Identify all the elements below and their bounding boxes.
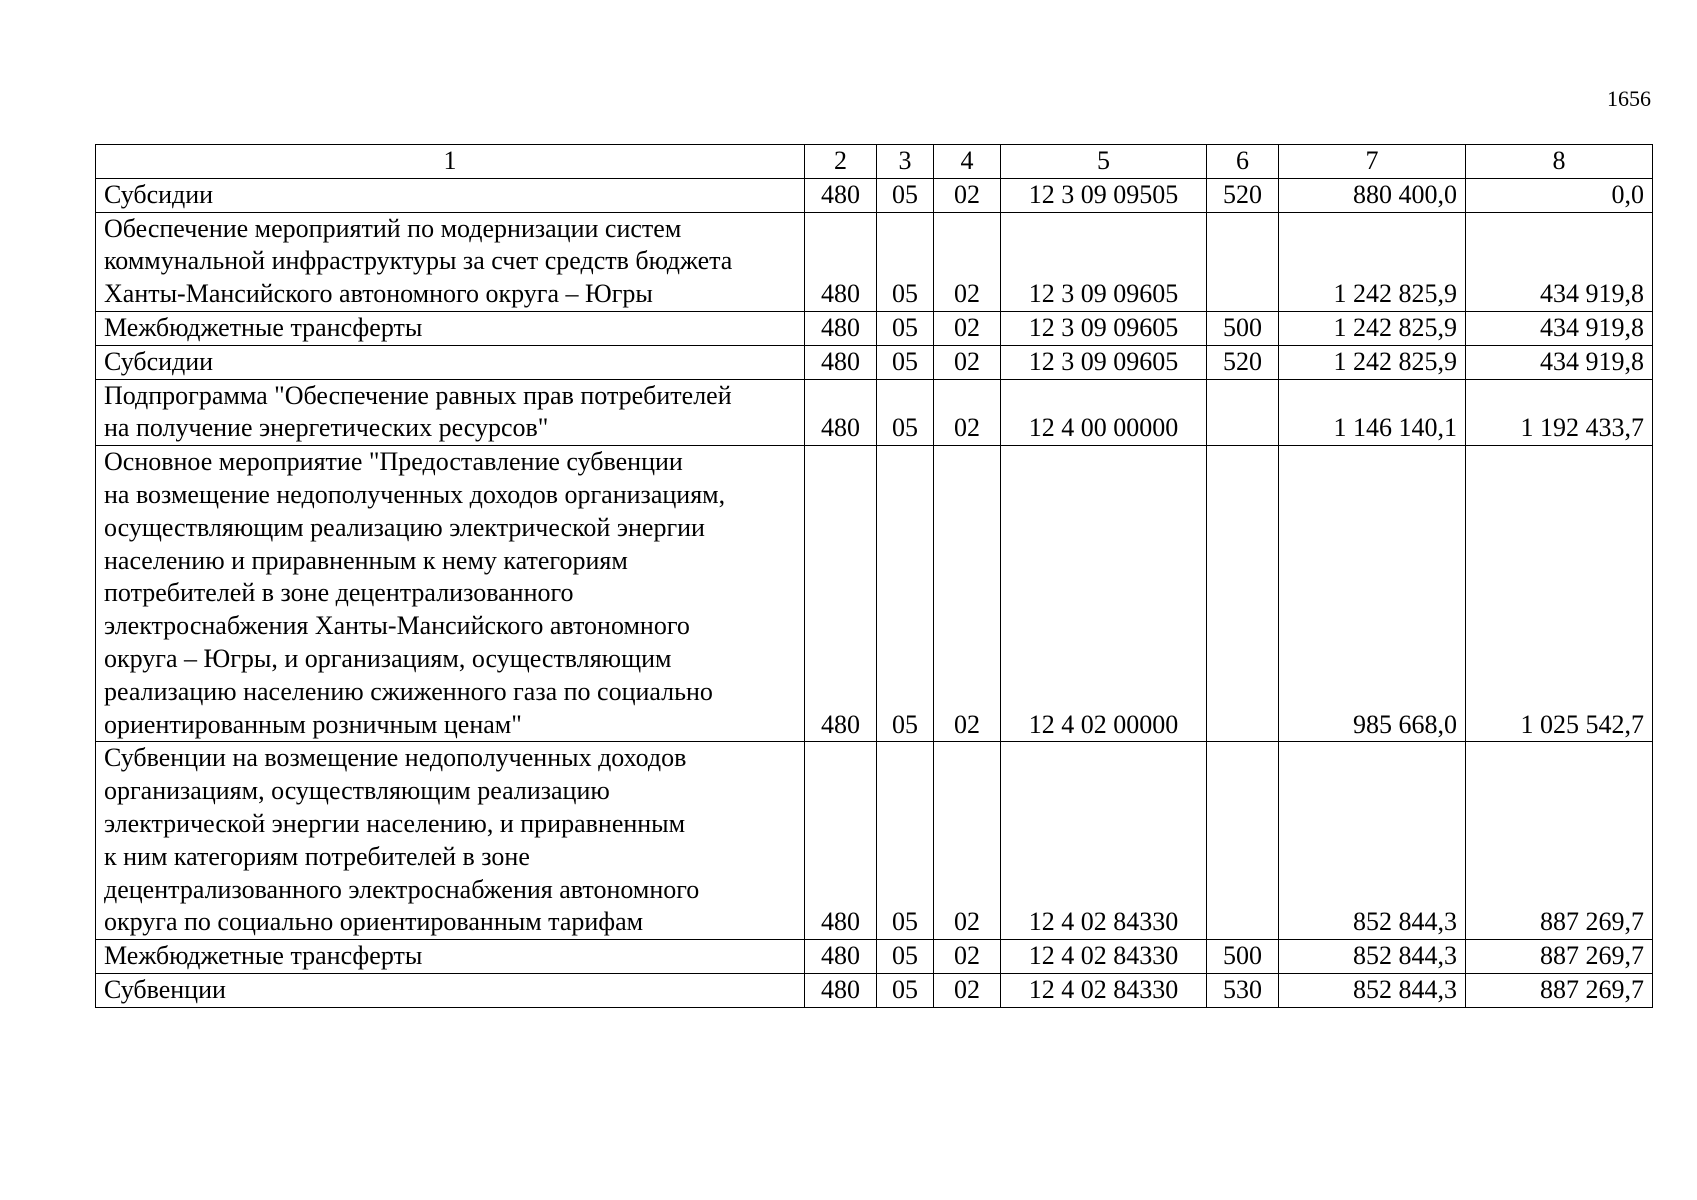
item-name-line: Субсидии: [104, 179, 214, 209]
table-row: [96, 379, 1653, 446]
cell-subsection: 02: [934, 379, 1001, 446]
cell-amount-year-2: 434 919,8: [1466, 212, 1653, 311]
cell-admin-code: 480: [805, 345, 877, 379]
cell-amount-year-1: 1 242 825,9: [1279, 311, 1466, 345]
cell-admin-code: 480: [805, 379, 877, 446]
item-name-line: организациям, осуществляющим реализацию: [104, 776, 610, 806]
item-name-line: электроснабжения Ханты-Мансийского автономного: [104, 611, 690, 641]
cell-amount-year-2: 1 192 433,7: [1466, 379, 1653, 446]
cell-item-name: [96, 212, 805, 311]
cell-amount-year-2: 887 269,7: [1466, 973, 1653, 1007]
item-name-line: Субвенции на возмещение недополученных доходов: [104, 743, 687, 773]
table-row: [96, 446, 1653, 742]
cell-amount-year-2: 434 919,8: [1466, 311, 1653, 345]
table-row: [96, 742, 1653, 940]
cell-target-article: 12 4 00 00000: [1001, 379, 1207, 446]
item-name-line: на получение энергетических ресурсов": [104, 413, 549, 443]
table-row: [96, 973, 1653, 1007]
cell-expense-type: [1207, 379, 1279, 446]
item-name-line: Подпрограмма "Обеспечение равных прав потребителей: [104, 380, 732, 410]
cell-target-article: 12 4 02 84330: [1001, 940, 1207, 974]
cell-subsection: 02: [934, 345, 1001, 379]
header-row: [96, 145, 1653, 179]
cell-amount-year-1: 852 844,3: [1279, 973, 1466, 1007]
cell-amount-year-2: 434 919,8: [1466, 345, 1653, 379]
cell-amount-year-1: 852 844,3: [1279, 742, 1466, 940]
cell-subsection: 02: [934, 973, 1001, 1007]
budget-table: [95, 144, 1653, 1008]
cell-amount-year-2: 887 269,7: [1466, 742, 1653, 940]
cell-amount-year-1: 880 400,0: [1279, 178, 1466, 212]
item-name-line: населению и приравненным к нему категориям: [104, 545, 628, 575]
table-body: [96, 178, 1653, 1007]
cell-amount-year-1: 1 146 140,1: [1279, 379, 1466, 446]
cell-target-article: 12 3 09 09505: [1001, 178, 1207, 212]
cell-section: 05: [877, 973, 934, 1007]
item-name-line: Ханты-Мансийского автономного округа – Югры: [104, 279, 653, 309]
item-name-line: Межбюджетные трансферты: [104, 312, 423, 342]
table-row: [96, 345, 1653, 379]
cell-target-article: 12 4 02 00000: [1001, 446, 1207, 742]
col-header-3: 3: [877, 145, 934, 179]
cell-item-name: [96, 742, 805, 940]
item-name-line: децентрализованного электроснабжения автономного: [104, 874, 700, 904]
cell-item-name: [96, 311, 805, 345]
cell-expense-type: 530: [1207, 973, 1279, 1007]
col-header-5: 5: [1001, 145, 1207, 179]
table-row: [96, 940, 1653, 974]
item-name-line: округа по социально ориентированным тарифам: [104, 907, 644, 937]
cell-expense-type: 500: [1207, 311, 1279, 345]
col-header-4: 4: [934, 145, 1001, 179]
cell-expense-type: [1207, 212, 1279, 311]
cell-section: 05: [877, 446, 934, 742]
item-name-line: реализацию населению сжиженного газа по социально: [104, 676, 713, 706]
cell-target-article: 12 4 02 84330: [1001, 742, 1207, 940]
cell-section: 05: [877, 742, 934, 940]
item-name-line: ориентированным розничным ценам": [104, 709, 522, 739]
item-name-line: Основное мероприятие "Предоставление субвенции: [104, 447, 683, 477]
cell-subsection: 02: [934, 178, 1001, 212]
cell-item-name: [96, 379, 805, 446]
item-name-line: округа – Югры, и организациям, осуществляющим: [104, 643, 672, 673]
cell-subsection: 02: [934, 742, 1001, 940]
cell-admin-code: 480: [805, 311, 877, 345]
cell-section: 05: [877, 379, 934, 446]
cell-item-name: [96, 345, 805, 379]
cell-admin-code: 480: [805, 940, 877, 974]
cell-admin-code: 480: [805, 742, 877, 940]
cell-item-name: [96, 446, 805, 742]
item-name-line: электрической энергии населению, и приравненным: [104, 808, 686, 838]
cell-subsection: 02: [934, 311, 1001, 345]
cell-amount-year-1: 1 242 825,9: [1279, 345, 1466, 379]
table-row: [96, 212, 1653, 311]
cell-section: 05: [877, 311, 934, 345]
cell-amount-year-2: 1 025 542,7: [1466, 446, 1653, 742]
item-name-line: Межбюджетные трансферты: [104, 941, 423, 971]
cell-expense-type: 520: [1207, 178, 1279, 212]
cell-expense-type: [1207, 742, 1279, 940]
cell-subsection: 02: [934, 940, 1001, 974]
item-name-line: на возмещение недополученных доходов организациям,: [104, 479, 726, 509]
cell-expense-type: 500: [1207, 940, 1279, 974]
cell-expense-type: [1207, 446, 1279, 742]
cell-admin-code: 480: [805, 973, 877, 1007]
table-row: [96, 311, 1653, 345]
cell-section: 05: [877, 940, 934, 974]
cell-item-name: [96, 940, 805, 974]
cell-subsection: 02: [934, 212, 1001, 311]
cell-target-article: 12 3 09 09605: [1001, 212, 1207, 311]
col-header-8: 8: [1466, 145, 1653, 179]
page-number: 1656: [1607, 86, 1651, 111]
cell-admin-code: 480: [805, 178, 877, 212]
item-name-line: осуществляющим реализацию электрической энергии: [104, 512, 705, 542]
cell-amount-year-1: 1 242 825,9: [1279, 212, 1466, 311]
col-header-1: 1: [96, 145, 805, 179]
cell-amount-year-2: 0,0: [1466, 178, 1653, 212]
cell-target-article: 12 4 02 84330: [1001, 973, 1207, 1007]
cell-amount-year-2: 887 269,7: [1466, 940, 1653, 974]
item-name-line: потребителей в зоне децентрализованного: [104, 578, 574, 608]
col-header-7: 7: [1279, 145, 1466, 179]
cell-amount-year-1: 852 844,3: [1279, 940, 1466, 974]
cell-admin-code: 480: [805, 446, 877, 742]
cell-expense-type: 520: [1207, 345, 1279, 379]
cell-amount-year-1: 985 668,0: [1279, 446, 1466, 742]
item-name-line: к ним категориям потребителей в зоне: [104, 841, 530, 871]
cell-target-article: 12 3 09 09605: [1001, 345, 1207, 379]
cell-section: 05: [877, 212, 934, 311]
item-name-line: Субсидии: [104, 346, 214, 376]
cell-admin-code: 480: [805, 212, 877, 311]
table-row: [96, 178, 1653, 212]
item-name-line: Субвенции: [104, 974, 226, 1004]
item-name-line: коммунальной инфраструктуры за счет средств бюджета: [104, 246, 733, 276]
col-header-2: 2: [805, 145, 877, 179]
cell-subsection: 02: [934, 446, 1001, 742]
cell-section: 05: [877, 345, 934, 379]
cell-section: 05: [877, 178, 934, 212]
cell-item-name: [96, 178, 805, 212]
item-name-line: Обеспечение мероприятий по модернизации систем: [104, 213, 682, 243]
col-header-6: 6: [1207, 145, 1279, 179]
cell-item-name: [96, 973, 805, 1007]
cell-target-article: 12 3 09 09605: [1001, 311, 1207, 345]
